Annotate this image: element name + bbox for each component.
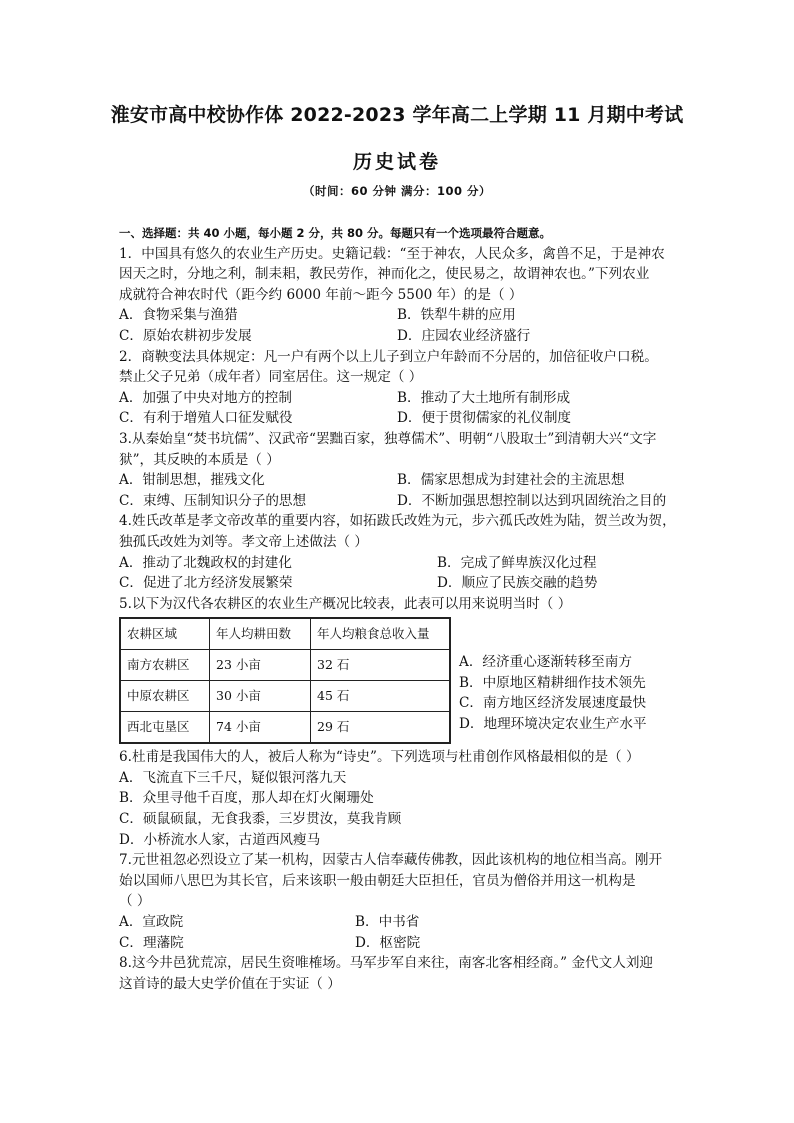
exam-title: 淮安市高中校协作体 2022-2023 学年高二上学期 11 月期中考试 bbox=[110, 104, 684, 126]
option-row bbox=[119, 573, 679, 594]
option-row bbox=[119, 408, 679, 429]
option-d[interactable]: D．便于贯彻儒家的礼仪制度 bbox=[397, 410, 572, 427]
table-cell: 74 小亩 bbox=[210, 712, 311, 744]
table-row bbox=[120, 681, 450, 712]
exam-subject: 历史试卷 bbox=[352, 151, 441, 173]
table-header: 年人均耕田数 bbox=[210, 618, 311, 650]
option-d[interactable]: D．小桥流水人家，古道西风瘦马 bbox=[119, 831, 321, 848]
question-text: 狱”，其反映的本质是（ ） bbox=[119, 451, 280, 468]
option-a[interactable]: A．钳制思想，摧残文化 bbox=[119, 472, 265, 489]
table-row bbox=[120, 712, 450, 744]
question-list bbox=[119, 223, 679, 994]
option-c[interactable]: C．有利于增殖人口征发赋役 bbox=[119, 410, 293, 427]
question-text: 5.以下为汉代各农耕区的农业生产概况比较表，此表可以用来说明当时（ ） bbox=[119, 595, 572, 612]
question-text: 8.这今井邑犹荒凉，居民生资唯榷场。马军步军自来往，南客北客相经商。” 金代文人刘迎 bbox=[119, 955, 653, 972]
table-header: 年人均粮食总收入量 bbox=[311, 618, 451, 650]
question-text: 2．商鞅变法具体规定：凡一户有两个以上儿子到立户年龄而不分居的，加倍征收户口税。 bbox=[119, 348, 658, 365]
option-b[interactable]: B．众里寻他千百度，那人却在灯火阑珊处 bbox=[119, 790, 374, 807]
option-c[interactable]: C．束缚、压制知识分子的思想 bbox=[119, 492, 307, 509]
table-cell: 南方农耕区 bbox=[120, 650, 210, 681]
table-cell: 23 小亩 bbox=[210, 650, 311, 681]
option-d[interactable]: D．庄园农业经济盛行 bbox=[397, 327, 531, 344]
option-row bbox=[119, 553, 679, 574]
option-a[interactable]: A．食物采集与渔猎 bbox=[119, 307, 238, 324]
option-list bbox=[459, 652, 647, 734]
question-3 bbox=[119, 429, 679, 511]
option-c[interactable]: C．原始农耕初步发展 bbox=[119, 327, 252, 344]
option-c[interactable]: C．南方地区经济发展速度最快 bbox=[459, 695, 647, 712]
option-b[interactable]: B．中原地区精耕细作技术领先 bbox=[459, 674, 646, 691]
option-d[interactable]: D．地理环境决定农业生产水平 bbox=[459, 716, 647, 733]
option-row bbox=[119, 326, 679, 347]
option-b[interactable]: B．儒家思想成为封建社会的主流思想 bbox=[397, 472, 625, 489]
table-row bbox=[120, 650, 450, 681]
option-c[interactable]: C．促进了北方经济发展繁荣 bbox=[119, 575, 293, 592]
question-text: 6.杜甫是我国伟大的人，被后人称为“诗史”。下列选项与杜甫创作风格最相似的是（ ） bbox=[119, 749, 640, 766]
question-text: 成就符合神农时代（距今约 6000 年前～距今 5500 年）的是（ ） bbox=[119, 286, 523, 303]
question-5 bbox=[119, 594, 679, 744]
exam-info: （时间：60 分钟 满分：100 分） bbox=[302, 184, 492, 198]
question-text: 7.元世祖忽必烈设立了某一机构，因蒙古人信奉藏传佛教，因此该机构的地位相当高。刚开 bbox=[119, 852, 663, 869]
option-a[interactable]: A．经济重心逐渐转移至南方 bbox=[459, 654, 632, 671]
table-header-row bbox=[120, 618, 450, 650]
question-text: 独孤氏改姓为刘等。孝文帝上述做法（ ） bbox=[119, 533, 369, 550]
table-header: 农耕区域 bbox=[120, 618, 210, 650]
question-text: 4.姓氏改革是孝文帝改革的重要内容，如拓跋氏改姓为元，步六孤氏改姓为陆，贺兰改为贺， bbox=[119, 513, 676, 530]
question-8 bbox=[119, 953, 679, 994]
option-b[interactable]: B．推动了大土地所有制形成 bbox=[397, 389, 571, 406]
option-row bbox=[119, 470, 679, 491]
question-text: 因天之时，分地之利，制耒耜，教民劳作，神而化之，使民易之，故谓神农也。”下列农业 bbox=[119, 266, 650, 283]
option-d[interactable]: D．顺应了民族交融的趋势 bbox=[437, 575, 598, 592]
option-d[interactable]: D．不断加强思想控制以达到巩固统治之目的 bbox=[397, 492, 667, 509]
option-c[interactable]: C．硕鼠硕鼠，无食我黍，三岁贯汝，莫我肯顾 bbox=[119, 811, 402, 828]
question-text: （ ） bbox=[119, 893, 151, 910]
option-a[interactable]: A．宣政院 bbox=[119, 914, 184, 931]
table-cell: 45 石 bbox=[311, 681, 451, 712]
option-row bbox=[119, 912, 679, 933]
option-row bbox=[119, 933, 679, 954]
option-row bbox=[119, 305, 679, 326]
question-text: 禁止父子兄弟（成年者）同室居住。这一规定（ ） bbox=[119, 369, 423, 386]
option-a[interactable]: A．加强了中央对地方的控制 bbox=[119, 389, 292, 406]
option-b[interactable]: B．铁犁牛耕的应用 bbox=[397, 307, 516, 324]
question-6 bbox=[119, 747, 679, 850]
question-4 bbox=[119, 511, 679, 593]
option-c[interactable]: C．理藩院 bbox=[119, 934, 184, 951]
question-text: 这首诗的最大史学价值在于实证（ ） bbox=[119, 975, 341, 992]
option-b[interactable]: B．完成了鲜卑族汉化过程 bbox=[437, 554, 597, 571]
option-a[interactable]: A．飞流直下三千尺，疑似银河落九天 bbox=[119, 769, 347, 786]
question-text: 3.从秦始皇“焚书坑儒”、汉武帝“罢黜百家，独尊儒术”、明朝“八股取士”到清朝大兴“文字 bbox=[119, 430, 657, 447]
question-text: 1．中国具有悠久的农业生产历史。史籍记载：“至于神农，人民众多，禽兽不足，于是神农 bbox=[119, 245, 665, 262]
option-row bbox=[119, 388, 679, 409]
table-cell: 29 石 bbox=[311, 712, 451, 744]
question-5-body bbox=[119, 617, 679, 743]
option-b[interactable]: B．中书省 bbox=[355, 914, 420, 931]
section-heading: 一、选择题：共 40 小题，每小题 2 分，共 80 分。每题只有一个选项最符合题意。 bbox=[119, 226, 552, 240]
table-cell: 中原农耕区 bbox=[120, 681, 210, 712]
question-1 bbox=[119, 244, 679, 347]
question-text: 始以国师八思巴为其长官，后来该职一般由朝廷大臣担任，官员为僧俗并用这一机构是 bbox=[119, 872, 636, 889]
option-d[interactable]: D．枢密院 bbox=[355, 934, 421, 951]
table-cell: 30 小亩 bbox=[210, 681, 311, 712]
farming-table bbox=[119, 617, 451, 744]
question-2 bbox=[119, 347, 679, 429]
table-cell: 32 石 bbox=[311, 650, 451, 681]
question-7 bbox=[119, 850, 679, 953]
option-a[interactable]: A．推动了北魏政权的封建化 bbox=[119, 554, 292, 571]
table-cell: 西北屯垦区 bbox=[120, 712, 210, 744]
option-row bbox=[119, 491, 679, 512]
